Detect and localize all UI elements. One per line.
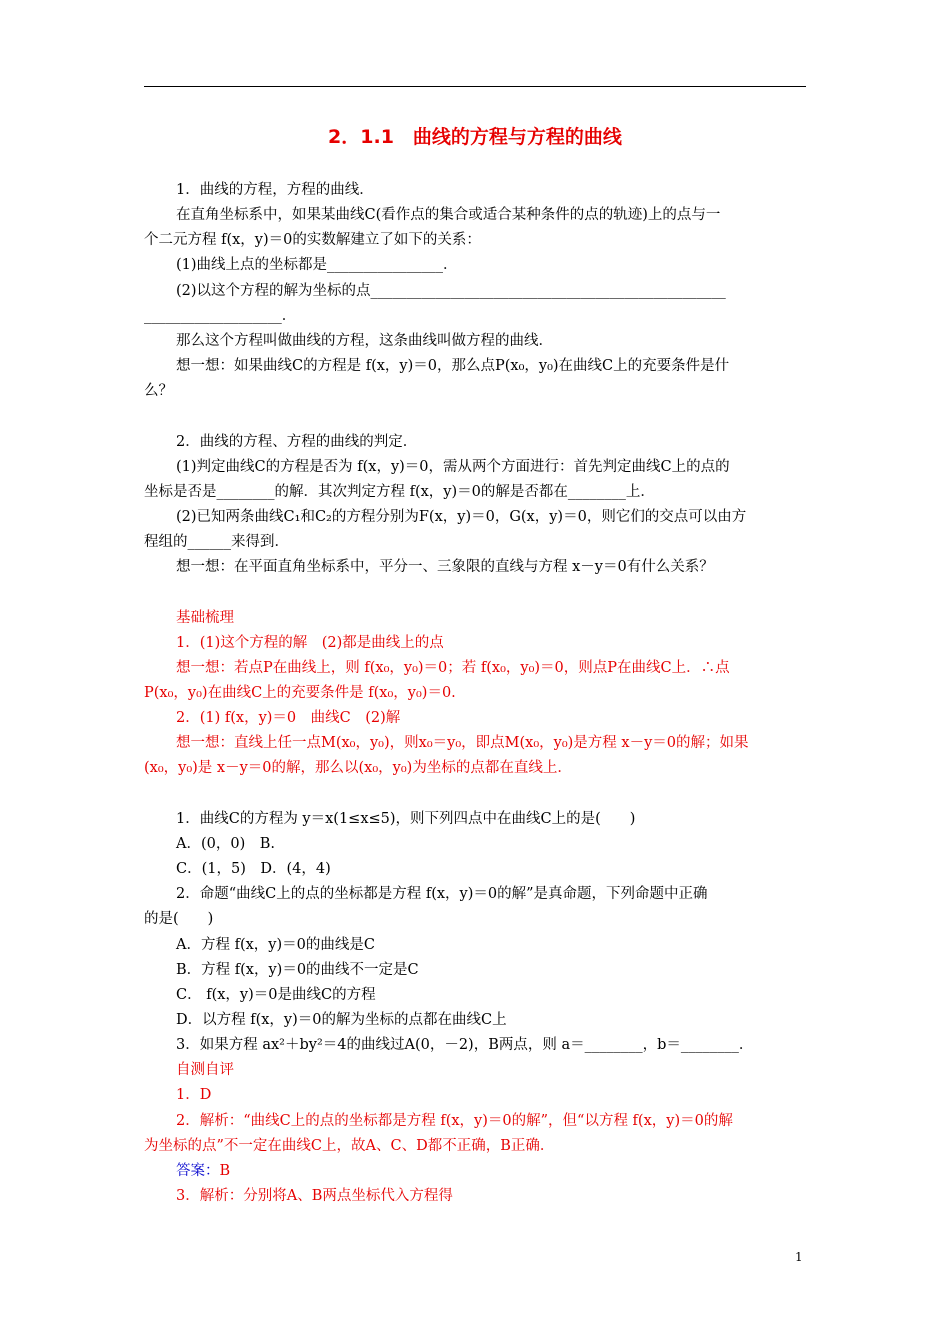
header-rule xyxy=(144,86,806,87)
text-line: 那么这个方程叫做曲线的方程，这条曲线叫做方程的曲线． xyxy=(176,332,553,349)
text-line: 的是( ) xyxy=(144,911,214,928)
text-line: 1．(1)这个方程的解 (2)都是曲线上的点 xyxy=(176,634,444,651)
text-line: 答案：B xyxy=(176,1162,231,1179)
answer-label: 答案： xyxy=(176,1162,220,1179)
text-line: 2．命题“曲线C上的点的坐标都是方程 f(x，y)＝0的解”是真命题，下列命题中正确 xyxy=(176,886,708,903)
text-line: 么？ xyxy=(144,383,173,400)
text-line: P(x₀，y₀)在曲线C上的充要条件是 f(x₀，y₀)＝0. xyxy=(144,685,456,701)
text-line: 为坐标的点”不一定在曲线C上，故A、C、D都不正确，B正确． xyxy=(144,1137,555,1154)
text-line: 3．如果方程 ax²＋by²＝4的曲线过A(0，－2)，B两点，则 a＝________，b＝________． xyxy=(176,1037,754,1054)
text-line: 1．曲线的方程，方程的曲线． xyxy=(176,182,374,198)
text-line: 2．(1) f(x，y)＝0 曲线C (2)解 xyxy=(176,710,401,727)
page-title: 2．1.1 曲线的方程与方程的曲线 xyxy=(328,126,622,148)
text-line: D．以方程 f(x，y)＝0的解为坐标的点都在曲线C上 xyxy=(176,1011,507,1028)
page-number: 1 xyxy=(795,1250,803,1264)
text-line: 1．曲线C的方程为 y＝x(1≤x≤5)，则下列四点中在曲线C上的是( ) xyxy=(176,810,636,827)
text-line: (2)以这个方程的解为坐标的点_________________________________________________ xyxy=(176,282,726,299)
text-line: 2．曲线的方程、方程的曲线的判定． xyxy=(176,433,418,450)
text-line: 个二元方程 f(x，y)＝0的实数解建立了如下的关系： xyxy=(144,232,481,249)
text-line: (2)已知两条曲线C₁和C₂的方程分别为F(x，y)＝0，G(x，y)＝0，则它们的交点可以由方 xyxy=(176,508,747,525)
text-line: ___________________． xyxy=(144,307,297,324)
text-line: A．方程 f(x，y)＝0的曲线是C xyxy=(176,936,375,953)
text-line: C． f(x，y)＝0是曲线C的方程 xyxy=(176,986,376,1003)
text-line: (1)判定曲线C的方程是否为 f(x，y)＝0，需从两个方面进行：首先判定曲线C上的点的 xyxy=(176,458,730,475)
text-line: 在直角坐标系中，如果某曲线C(看作点的集合或适合某种条件的点的轨迹)上的点与一 xyxy=(176,207,721,224)
text-line: 想一想：如果曲线C的方程是 f(x，y)＝0，那么点P(x₀，y₀)在曲线C上的充要条件是什 xyxy=(176,358,730,375)
text-line: 程组的______来得到． xyxy=(144,534,289,551)
text-line: 2．解析：“曲线C上的点的坐标都是方程 f(x，y)＝0的解”，但“以方程 f(x，y)＝0的解 xyxy=(176,1112,733,1129)
text-line: 坐标是否是________的解．其次判定方程 f(x，y)＝0的解是否都在________上． xyxy=(144,483,655,500)
text-line: 3．解析：分别将A、B两点坐标代入方程得 xyxy=(176,1188,453,1204)
text-line: (1)曲线上点的坐标都是________________． xyxy=(176,257,458,274)
text-line: 自测自评 xyxy=(176,1062,234,1079)
text-line: 基础梳理 xyxy=(176,609,234,626)
text-line: 1．D xyxy=(176,1087,212,1104)
text-line: C．(1，5) D．(4，4) xyxy=(176,861,331,878)
text-line: 想一想：直线上任一点M(x₀，y₀)，则x₀＝y₀，即点M(x₀，y₀)是方程 x－y＝0的解；如果 xyxy=(176,735,749,752)
text-line: 想一想：若点P在曲线上，则 f(x₀，y₀)＝0；若 f(x₀，y₀)＝0，则点P在曲线C上．∴点 xyxy=(176,659,730,676)
text-line: A．(0，0) B. xyxy=(176,835,276,852)
text-line: B．方程 f(x，y)＝0的曲线不一定是C xyxy=(176,961,419,978)
text-line: (x₀，y₀)是 x－y＝0的解，那么以(x₀，y₀)为坐标的点都在直线上． xyxy=(144,760,572,777)
text-line: 想一想：在平面直角坐标系中，平分一、三象限的直线与方程 x－y＝0有什么关系？ xyxy=(176,559,714,576)
